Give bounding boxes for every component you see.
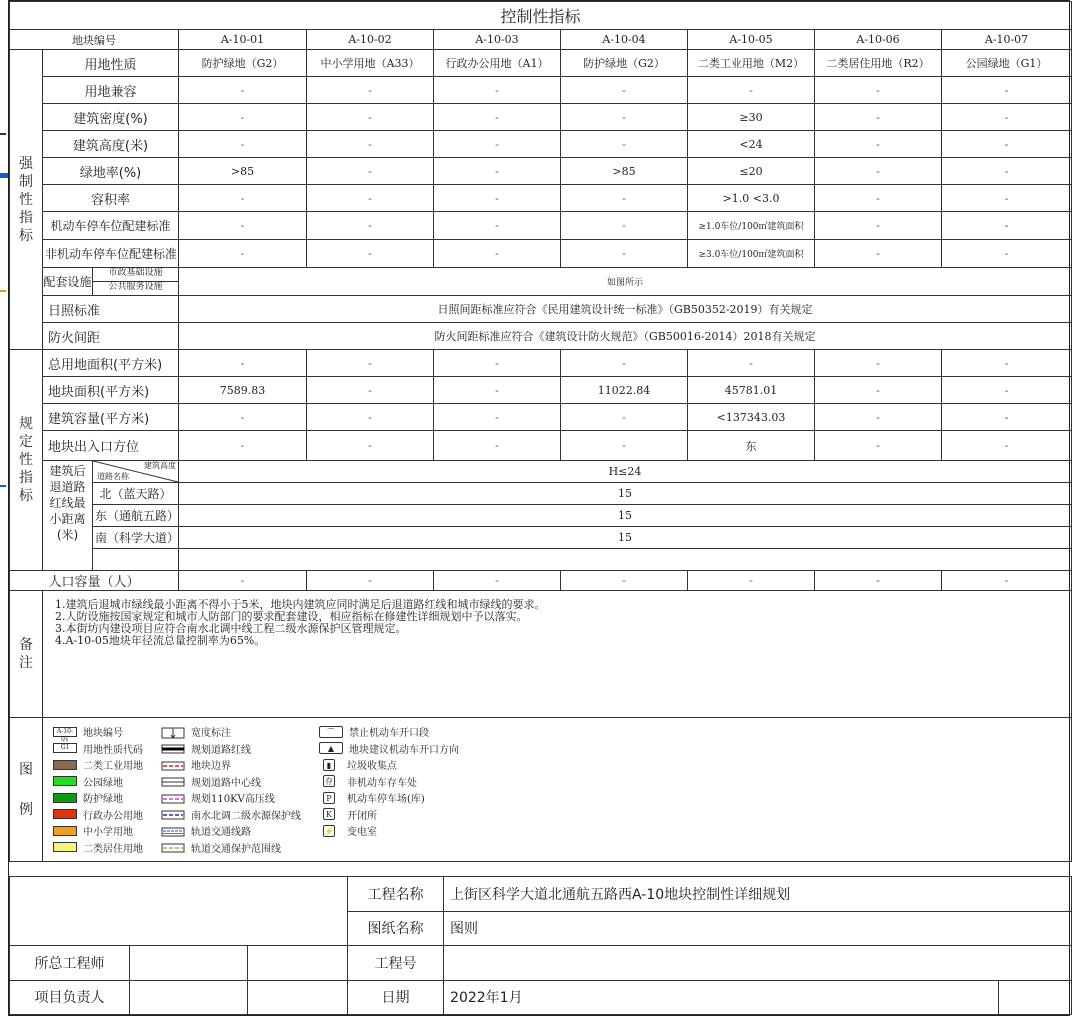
cell: >85 — [179, 158, 307, 185]
cell: - — [434, 77, 561, 104]
mandatory-row — [10, 158, 1072, 185]
row-label: 建筑容量(平方米) — [43, 404, 179, 431]
setback-diagonal-header — [93, 461, 179, 483]
cell: - — [942, 350, 1072, 377]
legend-label: 二类居住用地 — [83, 843, 143, 855]
legend-item — [53, 774, 143, 790]
row-label: 容积率 — [43, 185, 179, 212]
cell: 东 — [688, 431, 815, 461]
cell: - — [434, 104, 561, 131]
project-label: 工程名称 — [348, 877, 444, 912]
legend-label: 禁止机动车开口段 — [349, 728, 429, 740]
facility-icon: P — [323, 792, 335, 804]
cell: - — [434, 212, 561, 240]
landuse-swatch — [53, 793, 77, 803]
cell: - — [307, 240, 434, 268]
facility-icon: ⚡ — [324, 826, 334, 836]
date-value: 2022年1月 — [444, 980, 999, 1015]
cell: - — [942, 431, 1072, 461]
legend-label: 中小学用地 — [83, 827, 133, 839]
cell: 二类居住用地（R2） — [815, 50, 942, 77]
cell: - — [307, 77, 434, 104]
cell: - — [561, 350, 688, 377]
cell: - — [561, 404, 688, 431]
note-item: 4.A-10-05地块年径流总量控制率为65%。 — [55, 634, 266, 647]
legend-label: 开闭所 — [347, 810, 377, 822]
cell: 防护绿地（G2） — [179, 50, 307, 77]
cell: - — [307, 212, 434, 240]
blank-cell — [179, 549, 1072, 571]
facility-icon: ▲ — [319, 742, 343, 754]
cell: - — [307, 158, 434, 185]
legend-column-facilities — [319, 724, 459, 855]
cell: - — [561, 104, 688, 131]
legend-item — [319, 757, 459, 773]
cell: - — [434, 571, 561, 591]
cell: - — [815, 240, 942, 268]
fire-value: 防火间距标准应符合《建筑设计防火规范》（GB50016-2014）2018有关规定 — [179, 323, 1072, 350]
guidance-row — [10, 377, 1072, 404]
row-label: 用地性质 — [43, 50, 179, 77]
legend-item — [161, 757, 301, 773]
landuse-swatch: G1 — [53, 743, 77, 753]
facilities-value: 如图所示 — [179, 268, 1072, 296]
legend-label: 防护绿地 — [83, 794, 123, 806]
cell: - — [434, 350, 561, 377]
plot-id: A-10-06 — [815, 30, 942, 50]
legend-label: 公园绿地 — [83, 777, 123, 789]
diag-bottom-label: 道路名称 — [97, 472, 129, 481]
legend-item — [161, 807, 301, 823]
cell: 45781.01 — [688, 377, 815, 404]
chief-engineer-label: 所总工程师 — [10, 946, 130, 981]
facilities-sub-item: 市政基础设施 — [93, 268, 178, 282]
guidance-row — [10, 431, 1072, 461]
mandatory-row — [10, 104, 1072, 131]
cell: - — [815, 350, 942, 377]
cell: ≥3.0车位/100㎡建筑面积 — [688, 240, 815, 268]
cell: - — [179, 212, 307, 240]
facility-icon: ⌒ — [319, 726, 343, 738]
cell: 防护绿地（G2） — [561, 50, 688, 77]
notes-label — [10, 591, 43, 718]
mandatory-row — [10, 77, 1072, 104]
legend-row — [10, 718, 1072, 862]
legend-item — [53, 840, 143, 856]
cell: - — [561, 571, 688, 591]
setback-value: 15 — [179, 483, 1072, 505]
blank-cell — [248, 946, 348, 981]
cell: - — [434, 158, 561, 185]
setback-height: H≤24 — [179, 461, 1072, 483]
guidance-row — [10, 350, 1072, 377]
cell: - — [815, 212, 942, 240]
legend-item — [161, 790, 301, 806]
legend-item — [319, 790, 459, 806]
cell: - — [179, 104, 307, 131]
cell: - — [307, 131, 434, 158]
cell: >1.0 <3.0 — [688, 185, 815, 212]
date-label: 日期 — [348, 980, 444, 1015]
mandatory-row — [10, 240, 1072, 268]
notes-label-text: 备注 — [19, 637, 33, 671]
legend-label: 轨道交通线路 — [191, 827, 251, 839]
legend-label: 地块建议机动车开口方向 — [349, 744, 459, 756]
legend-item — [53, 807, 143, 823]
cell: - — [307, 377, 434, 404]
project-manager-label: 项目负责人 — [10, 980, 130, 1015]
cell: - — [179, 431, 307, 461]
note-item: 3.本街坊内建设项目应符合南水北调中线工程二级水源保护区管理规定。 — [55, 622, 407, 635]
facilities-label: 配套设施 — [43, 268, 93, 296]
cell: - — [815, 404, 942, 431]
landuse-swatch: A-10-01 — [53, 727, 77, 737]
cell: - — [815, 104, 942, 131]
setback-row — [10, 505, 1072, 527]
cell: - — [307, 404, 434, 431]
guidance-group-label-text: 规定性指标 — [19, 416, 33, 504]
facilities-sub-item: 公共服务设施 — [108, 282, 163, 292]
cell: 7589.83 — [179, 377, 307, 404]
cell: 中小学用地（A33） — [307, 50, 434, 77]
note-item: 1.建筑后退城市绿线最小距离不得小于5米，地块内建筑应同时满足后退道路红线和城市绿线的要求。 — [55, 598, 546, 611]
sunlight-value: 日照间距标准应符合《民用建筑设计统一标准》（GB50352-2019）有关规定 — [179, 296, 1072, 323]
cell: - — [815, 571, 942, 591]
blank-cell — [10, 877, 348, 946]
facility-icon: K — [323, 808, 335, 820]
cell: - — [815, 131, 942, 158]
legend-item — [319, 774, 459, 790]
legend-label: 变电室 — [347, 827, 377, 839]
legend-item — [161, 823, 301, 839]
control-index-sheet — [8, 0, 1070, 1016]
control-index-table — [9, 1, 1072, 862]
double-line-symbol — [161, 776, 185, 786]
facility-icon: ▮ — [323, 759, 335, 771]
pink-dash-line-symbol — [161, 793, 185, 803]
drawing-value: 图则 — [444, 911, 1072, 946]
setback-label: 建筑后退道路红线最小距离(米) — [43, 461, 93, 571]
cell: - — [942, 77, 1072, 104]
population-row — [10, 571, 1072, 591]
page-title: 控制性指标 — [10, 2, 1072, 30]
cell: - — [179, 350, 307, 377]
cell: ≥1.0车位/100㎡建筑面积 — [688, 212, 815, 240]
setback-value: 15 — [179, 505, 1072, 527]
legend-label: 机动车停车场(库) — [347, 794, 425, 806]
legend-item — [53, 741, 143, 757]
legend-content — [43, 718, 1072, 862]
row-label: 地块出入口方位 — [43, 431, 179, 461]
cell: - — [942, 185, 1072, 212]
title-block — [9, 876, 1072, 1015]
cell: - — [307, 350, 434, 377]
cell: - — [942, 104, 1072, 131]
cell: - — [434, 404, 561, 431]
project-number-value — [444, 946, 1072, 981]
cell: - — [561, 212, 688, 240]
legend-item — [53, 790, 143, 806]
cell: - — [942, 571, 1072, 591]
project-value: 上街区科学大道北通航五路西A-10地块控制性详细规划 — [444, 877, 1072, 912]
cell: - — [179, 185, 307, 212]
project-number-label: 工程号 — [348, 946, 444, 981]
fire-label: 防火间距 — [43, 323, 179, 350]
guidance-row — [10, 404, 1072, 431]
legend-item — [53, 823, 143, 839]
legend-item — [319, 724, 459, 740]
cell: - — [179, 571, 307, 591]
cell: - — [942, 377, 1072, 404]
legend-label: 轨道交通保护范围线 — [191, 843, 281, 855]
cell: - — [688, 571, 815, 591]
row-label: 地块面积(平方米) — [43, 377, 179, 404]
note-item: 2.人防设施按国家规定和城市人防部门的要求配套建设，相应指标在修建性详细规划中予以落实。 — [55, 610, 528, 623]
project-manager-signature — [130, 980, 248, 1015]
sunlight-row — [10, 296, 1072, 323]
notes-row — [10, 591, 1072, 718]
width-line-symbol — [161, 727, 185, 737]
legend-label: 垃圾收集点 — [347, 761, 397, 773]
facility-icon: 存 — [325, 777, 333, 787]
row-label: 绿地率(%) — [43, 158, 179, 185]
thick-line-symbol — [161, 743, 185, 753]
cell: - — [434, 240, 561, 268]
legend-label: 非机动车存车处 — [347, 777, 417, 789]
legend-label: 规划道路红线 — [191, 744, 251, 756]
facilities-row — [10, 268, 1072, 296]
legend-item — [161, 724, 301, 740]
tan-dash-line-symbol — [161, 842, 185, 852]
diag-top-label: 建筑高度 — [144, 461, 176, 470]
blue-dash-line-symbol — [161, 809, 185, 819]
mandatory-group-label — [10, 50, 43, 350]
landuse-swatch — [53, 760, 77, 770]
cell: 公园绿地（G1） — [942, 50, 1072, 77]
sunlight-label: 日照标准 — [43, 296, 179, 323]
legend-label: 行政办公用地 — [83, 810, 143, 822]
drawing-label: 图纸名称 — [348, 911, 444, 946]
red-dash-line-symbol — [161, 760, 185, 770]
cell: <137343.03 — [688, 404, 815, 431]
edge-tick — [0, 173, 8, 178]
cell: - — [561, 431, 688, 461]
cell: - — [307, 185, 434, 212]
cell: - — [307, 431, 434, 461]
legend-label: 规划道路中心线 — [191, 777, 261, 789]
legend-item — [161, 741, 301, 757]
row-label: 建筑密度(%) — [43, 104, 179, 131]
road-name: 北（蓝天路） — [93, 483, 179, 505]
plot-id-label: 地块编号 — [10, 30, 179, 50]
cell: - — [561, 77, 688, 104]
cell: - — [688, 77, 815, 104]
cell: <24 — [688, 131, 815, 158]
setback-row-empty — [10, 549, 1072, 571]
guidance-section — [10, 350, 1072, 571]
setback-value: 15 — [179, 527, 1072, 549]
row-label: 用地兼容 — [43, 77, 179, 104]
road-name: 南（科学大道） — [93, 527, 179, 549]
legend-item — [53, 724, 143, 743]
cell: - — [815, 77, 942, 104]
legend-label: 地块边界 — [191, 761, 231, 773]
chief-engineer-signature — [130, 946, 248, 981]
cell: - — [815, 158, 942, 185]
cell: - — [179, 131, 307, 158]
mandatory-group-label-text: 强制性指标 — [19, 155, 33, 244]
setback-header-row — [10, 461, 1072, 483]
mandatory-row — [10, 131, 1072, 158]
legend-label — [10, 718, 43, 862]
legend-item — [319, 807, 459, 823]
row-label: 机动车停车位配建标准 — [43, 212, 179, 240]
blank-cell — [999, 980, 1072, 1015]
cell: - — [434, 431, 561, 461]
cell: - — [815, 377, 942, 404]
road-name: 东（通航五路） — [93, 505, 179, 527]
row-label: 非机动车停车位配建标准 — [43, 240, 179, 268]
landuse-swatch — [53, 826, 77, 836]
population-label: 人口容量（人） — [10, 571, 179, 591]
legend-label: 地块编号 — [83, 728, 123, 740]
facilities-sub — [93, 268, 179, 296]
cell: ≥30 — [688, 104, 815, 131]
mandatory-row — [10, 212, 1072, 240]
edge-tick — [0, 133, 6, 135]
mandatory-row — [10, 50, 1072, 77]
plot-id: A-10-07 — [942, 30, 1072, 50]
cell: - — [942, 131, 1072, 158]
edge-tick — [0, 290, 6, 292]
legend-label: 用地性质代码 — [83, 744, 143, 756]
cell: - — [434, 185, 561, 212]
legend-label-text: 图例 — [19, 761, 33, 818]
legend-label: 二类工业用地 — [83, 761, 143, 773]
legend-column-landuse — [53, 724, 143, 855]
mandatory-section — [10, 50, 1072, 350]
cell: ≤20 — [688, 158, 815, 185]
blank-cell — [93, 549, 179, 571]
guidance-group-label — [10, 350, 43, 571]
notes-content — [43, 591, 1072, 718]
legend-column-lines — [161, 724, 301, 855]
row-label: 总用地面积(平方米) — [43, 350, 179, 377]
plot-id: A-10-02 — [307, 30, 434, 50]
cell: - — [815, 185, 942, 212]
cell: >85 — [561, 158, 688, 185]
cell: - — [179, 77, 307, 104]
setback-row — [10, 483, 1072, 505]
cell: 行政办公用地（A1） — [434, 50, 561, 77]
cell: - — [434, 377, 561, 404]
header-row — [10, 30, 1072, 50]
landuse-swatch — [53, 842, 77, 852]
cell: - — [179, 404, 307, 431]
fire-row — [10, 323, 1072, 350]
cell: - — [942, 158, 1072, 185]
legend-item — [161, 774, 301, 790]
cell: - — [561, 240, 688, 268]
blank-cell — [248, 980, 348, 1015]
legend-item — [161, 840, 301, 856]
edge-tick — [0, 485, 6, 487]
cell: - — [688, 350, 815, 377]
cell: - — [942, 240, 1072, 268]
legend-label: 南水北调二级水源保护线 — [191, 810, 301, 822]
landuse-swatch — [53, 776, 77, 786]
landuse-swatch — [53, 809, 77, 819]
cell: - — [942, 404, 1072, 431]
cell: - — [307, 104, 434, 131]
cell: - — [179, 240, 307, 268]
legend-item — [53, 757, 143, 773]
cell: 二类工业用地（M2） — [688, 50, 815, 77]
plot-id: A-10-05 — [688, 30, 815, 50]
cell: - — [815, 431, 942, 461]
plot-id: A-10-01 — [179, 30, 307, 50]
cell: - — [307, 571, 434, 591]
legend-item — [319, 741, 459, 757]
setback-row — [10, 527, 1072, 549]
plot-id: A-10-03 — [434, 30, 561, 50]
blue-double-line-symbol — [161, 826, 185, 836]
cell: - — [434, 131, 561, 158]
legend-label: 规划110KV高压线 — [191, 794, 275, 806]
legend-label: 宽度标注 — [191, 728, 231, 740]
cell: - — [561, 185, 688, 212]
cell: 11022.84 — [561, 377, 688, 404]
mandatory-row — [10, 185, 1072, 212]
plot-id: A-10-04 — [561, 30, 688, 50]
cell: - — [561, 131, 688, 158]
cell: - — [942, 212, 1072, 240]
row-label: 建筑高度(米) — [43, 131, 179, 158]
legend-item — [319, 823, 459, 839]
